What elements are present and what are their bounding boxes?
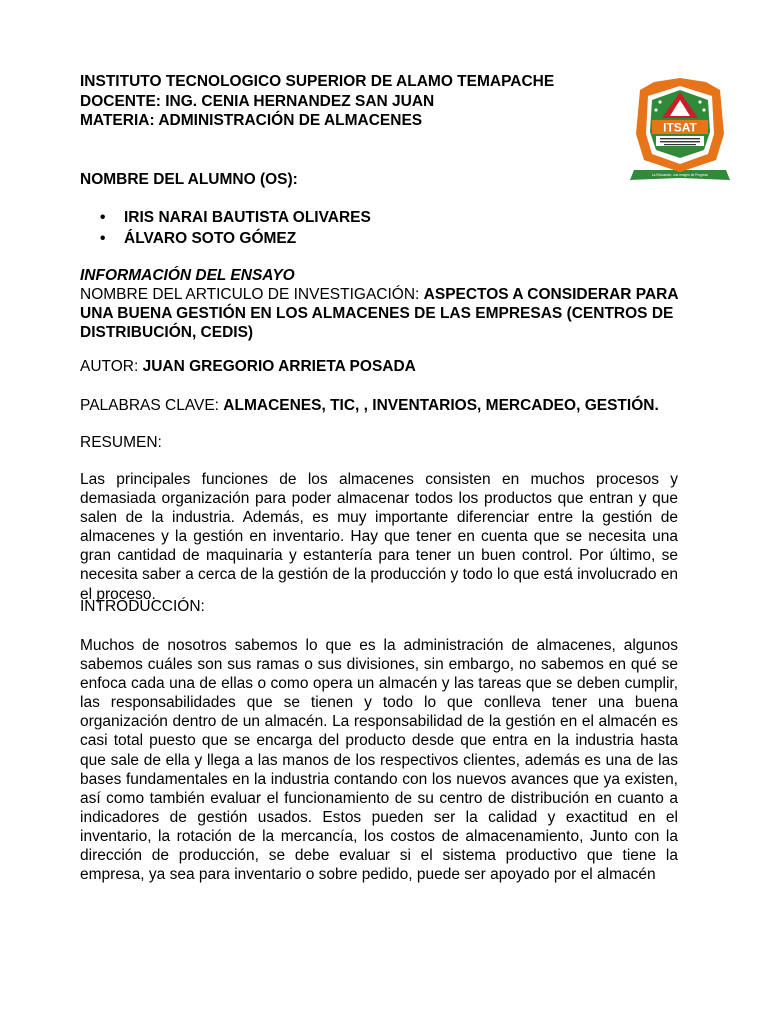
students-list (100, 208, 371, 249)
teacher-line: DOCENTE: ING. CENIA HERNANDEZ SAN JUAN (80, 92, 435, 110)
student-name: • ÁLVARO SOTO GÓMEZ (100, 229, 371, 250)
article-line (80, 285, 688, 342)
resumen-paragraph: Las principales funciones de los almacenes consisten en muchos procesos y demasiada organización para poder almacenar todos los productos que entran y que salen de la industria. Además, es muy importante diferenciar entre la gestión de almacenes y la gestión en inventario. Hay que tener en cuenta que se necesita una gran cantidad de maquinaria y estantería para tener un buen control. Por último, se necesita saber a cerca de la gestión de la producción y todo lo que está involucrado en el proceso. (80, 471, 678, 603)
keywords-label: PALABRAS CLAVE: (80, 397, 224, 414)
subject-line: MATERIA: ADMINISTRACIÓN DE ALMACENES (80, 112, 423, 129)
author-name: JUAN GREGORIO ARRIETA POSADA (142, 358, 416, 375)
resumen-heading: RESUMEN: (80, 434, 162, 451)
essay-section-title: INFORMACIÓN DEL ENSAYO (80, 267, 295, 284)
itsat-logo (630, 72, 730, 184)
keywords-value: ALMACENES, TIC, , INVENTARIOS, MERCADEO, GESTIÓN. (223, 397, 659, 414)
article-label: NOMBRE DEL ARTICULO DE INVESTIGACIÓN: (80, 286, 424, 303)
author-label: AUTOR: (80, 358, 143, 375)
institution-line: INSTITUTO TECNOLOGICO SUPERIOR DE ALAMO TEMAPACHE (80, 73, 555, 90)
introduccion-heading: INTRODUCCIÓN: (80, 598, 205, 615)
students-title: NOMBRE DEL ALUMNO (OS): (80, 171, 298, 188)
introduccion-paragraph: Muchos de nosotros sabemos lo que es la administración de almacenes, algunos sabemos cuáles son sus ramas o sus divisiones, sin embargo, no sabemos en qué se enfoca cada una de ellas o como opera un almacén y las tareas que se deben cumplir, las responsabilidades que se tienen y todo lo que conlleva tener una buena organización dentro de un almacén. La responsabilidad de la gestión en el almacén es casi total puesto que se encarga del producto desde que entra en la industria hasta que sale de ella y llega a las manos de los respectivos clientes, además es una de las bases fundamentales en la industria contando con los nuevos avances que ya existen, así como también evaluar el funcionamiento de su centro de distribución en cuanto a indicadores de gestión usados. Estos pueden ser la calidad y exactitud en el inventario, la rotación de la mercancía, los costos de almacenamiento, Junto con la dirección de producción, se debe evaluar si el sistema productivo que tiene la empresa, ya sea para inventario o sobre pedido, puede ser apoyado por el almacén (80, 637, 678, 884)
logo-text: ITSAT (663, 120, 697, 135)
article-title: ASPECTOS A CONSIDERAR PARA UNA BUENA GESTIÓN EN LOS ALMACENES DE LAS EMPRESAS (CENTROS DE DISTRIBUCIÓN, CEDIS) (80, 286, 678, 341)
student-name: • IRIS NARAI BAUTISTA OLIVARES (100, 208, 371, 229)
logo-motto: La Educación, una Imagen de Progreso (651, 173, 709, 177)
document-header (80, 72, 600, 131)
keywords-line (80, 396, 688, 415)
author-line (80, 357, 688, 376)
essay-info (80, 266, 688, 342)
